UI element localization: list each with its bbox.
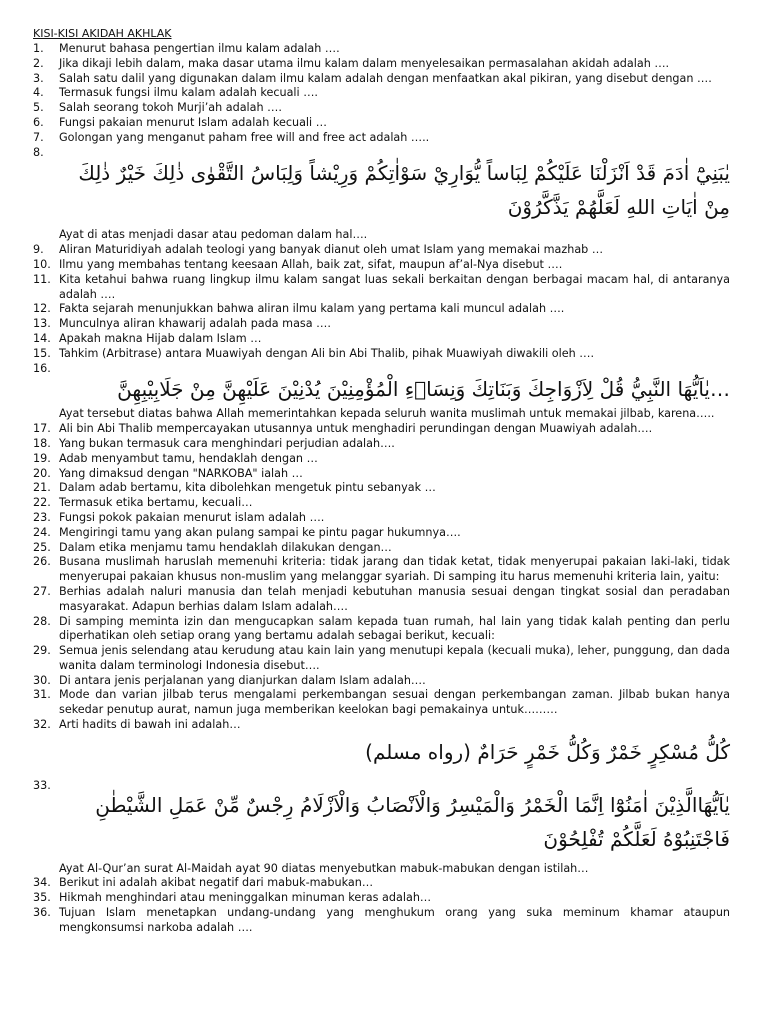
question-item [33, 718, 730, 733]
question-item [33, 526, 730, 541]
question-text: Semua jenis selendang atau kerudung atau kain lain yang menutupi kepala (kecuali muka), leher, punggung, dan dada wanita dalam terminologi Indonesia disebut…. [59, 644, 730, 672]
note-8: Ayat di atas menjadi dasar atau pedoman dalam hal…. [59, 228, 368, 242]
question-list-2 [33, 243, 730, 376]
question-number: 15. [33, 346, 51, 360]
question-item [33, 437, 730, 452]
question-text: Dalam etika menjamu tamu hendaklah dilakukan dengan… [59, 540, 392, 554]
question-text: Tahkim (Arbitrase) antara Muawiyah dengan Ali bin Abi Thalib, pihak Muawiyah diwakili oleh …. [59, 346, 595, 360]
question-text: Jika dikaji lebih dalam, maka dasar utama ilmu kalam dalam menyelesaikan permasalahan akidah adalah …. [59, 56, 670, 70]
question-number: 8. [33, 145, 44, 159]
question-number: 33. [33, 778, 51, 792]
question-item [33, 511, 730, 526]
question-item [33, 496, 730, 511]
question-number: 25. [33, 540, 51, 554]
question-item [33, 317, 730, 332]
question-number: 26. [33, 555, 51, 569]
arabic-verse-8: يٰبَنِيْٓ اٰدَمَ قَدْ اَنْزَلْنَا عَلَيْكُمْ لِبَاساً يُّوَارِيْ سَوْاٰتِكُمْ وَرِيْشاً وَلِبَاسُ التَّقْوٰى ذٰلِكَ خَيْرٌ ذٰلِكَ مِنْ اٰيَاتِ اللهِ لَعَلَّهُمْ يَذَّكَّرُوْنَ [78, 161, 730, 220]
question-item [33, 302, 730, 317]
question-item [33, 467, 730, 482]
question-item [33, 86, 730, 101]
question-number: 18. [33, 436, 51, 450]
question-text: Munculnya aliran khawarij adalah pada masa …. [59, 317, 331, 331]
question-text: Termasuk etika bertamu, kecuali… [59, 496, 253, 510]
question-text: Ilmu yang membahas tentang keesaan Allah, baik zat, sifat, maupun af’al-Nya disebut …. [59, 257, 563, 271]
question-number: 35. [33, 891, 51, 905]
question-number: 16. [33, 361, 51, 375]
question-item [33, 452, 730, 467]
question-number: 23. [33, 510, 51, 524]
question-item [33, 116, 730, 131]
question-item [33, 585, 730, 615]
question-list-4 [33, 876, 730, 935]
question-text: Termasuk fungsi ilmu kalam adalah kecuali …. [59, 86, 318, 100]
question-number: 4. [33, 86, 44, 100]
question-text: Mode dan varian jilbab terus mengalami perkembangan sesuai dengan perkembangan zaman. Jilbab bukan hanya sekedar penutup aurat, namun juga memberikan keelokan bagi pemakainya untuk……… [59, 688, 730, 717]
question-list-1 [33, 42, 730, 160]
question-text: Aliran Maturidiyah adalah teologi yang banyak dianut oleh umat Islam yang memakai mazhab … [59, 243, 604, 257]
question-text: Busana muslimah haruslah memenuhi kriteria: tidak jarang dan tidak ketat, tidak menyerupai pakaian laki-laki, tidak menyerupai pakaian khusus non-muslim yang melanggar syariah. Di samping itu harus memenuhi kriteria lain, yaitu: [59, 555, 730, 584]
question-number: 1. [33, 42, 44, 55]
question-item [33, 541, 730, 556]
question-item [33, 243, 730, 258]
question-text: Kita ketahui bahwa ruang lingkup ilmu kalam sangat luas sekali berkaitan dengan berbagai macam hal, di antaranya adalah …. [59, 272, 730, 301]
question-item [33, 72, 730, 87]
question-text: Menurut bahasa pengertian ilmu kalam adalah …. [59, 42, 340, 55]
question-number: 7. [33, 130, 44, 144]
question-text: Apakah makna Hijab dalam Islam … [59, 331, 262, 345]
question-text: Salah seorang tokoh Murji’ah adalah …. [59, 101, 282, 115]
question-text: Fungsi pakaian menurut Islam adalah kecuali … [59, 115, 327, 129]
question-item [33, 347, 730, 362]
question-text: Tujuan Islam menetapkan undang-undang yang menghukum orang yang suka meminum khamar ataupun mengkonsumsi narkoba adalah …. [59, 906, 730, 934]
question-item [33, 273, 730, 303]
question-item [33, 332, 730, 347]
question-number: 3. [33, 71, 44, 85]
question-number: 30. [33, 673, 51, 687]
question-item [33, 555, 730, 585]
question-item [33, 674, 730, 689]
question-number: 32. [33, 718, 51, 732]
question-number: 6. [33, 115, 44, 129]
question-number: 34. [33, 876, 51, 890]
question-item [33, 876, 730, 891]
question-number: 10. [33, 257, 51, 271]
question-text: Di samping meminta izin dan mengucapkan salam kepada tuan rumah, hal lain yang tidak kalah penting dan perlu diperhatikan oleh setiap orang yang bertamu adalah sebagai berikut, kecuali: [59, 614, 730, 643]
question-number: 21. [33, 481, 51, 495]
arabic-verse-33: يٰاَيُّهَاالَّذِيْنَ اٰمَنُوْٓا اِنَّمَا الْخَمْرُ وَالْمَيْسِرُ وَالْاَنْصَابُ وَالْاَزْلَامُ رِجْسٌ مِّنْ عَمَلِ الشَّيْطٰنِ فَاجْتَنِبُوْهُ لَعَلَّكُمْ تُفْلِحُوْنَ [95, 792, 730, 851]
question-item [33, 42, 730, 57]
question-text: Dalam adab bertamu, kita dibolehkan mengetuk pintu sebanyak … [59, 481, 436, 495]
question-text: Yang dimaksud dengan "NARKOBA" ialah … [59, 466, 303, 480]
question-item [33, 615, 730, 645]
question-text: Hikmah menghindari atau meninggalkan minuman keras adalah… [59, 891, 432, 905]
question-text: Adab menyambut tamu, hendaklah dengan … [59, 451, 318, 465]
question-item [33, 688, 730, 718]
question-text: Di antara jenis perjalanan yang dianjurkan dalam Islam adalah…. [59, 673, 426, 687]
question-number: 27. [33, 584, 51, 598]
question-item [33, 258, 730, 273]
question-item [33, 906, 730, 936]
question-number: 5. [33, 101, 44, 115]
question-number: 36. [33, 906, 51, 920]
question-text: Mengiringi tamu yang akan pulang sampai ke pintu pagar hukumnya…. [59, 525, 461, 539]
question-number: 28. [33, 614, 51, 628]
question-text: Yang bukan termasuk cara menghindari perjudian adalah…. [59, 436, 395, 450]
question-number: 24. [33, 525, 51, 539]
question-text: Berhias adalah naluri manusia dan telah menjadi kebutuhan manusia sesuai dengan tingkat sosial dan peradaban masyarakat. Adapun berhias dalam Islam adalah…. [59, 584, 730, 613]
question-item [33, 57, 730, 72]
question-number: 9. [33, 243, 44, 257]
question-text: Arti hadits di bawah ini adalah… [59, 718, 241, 732]
arabic-hadith-32: كُلُّ مُسْكِرٍ خَمْرٌ وَكُلُّ خَمْرٍ حَرَامٌ (رواه مسلم) [365, 739, 730, 764]
question-number: 14. [33, 331, 51, 345]
question-number: 31. [33, 688, 51, 702]
question-number: 11. [33, 272, 51, 286]
question-number: 22. [33, 496, 51, 510]
question-text: Berikut ini adalah akibat negatif dari mabuk-mabukan… [59, 876, 374, 890]
question-item [33, 422, 730, 437]
arabic-verse-16: …يٰاَيُّهَا النَّبِيُّ قُلْ لِاَزْوَاجِكَ وَبَنَاتِكَ وَنِسَاۤءِ الْمُؤْمِنِيْنَ يُدْنِيْنَ عَلَيْهِنَّ مِنْ جَلَابِيْبِهِنَّ [117, 377, 730, 402]
question-number: 29. [33, 644, 51, 658]
question-item [33, 481, 730, 496]
question-text: Golongan yang menganut paham free will and free act adalah ….. [59, 130, 430, 144]
question-item [33, 644, 730, 674]
note-16: Ayat tersebut diatas bahwa Allah memerintahkan kepada seluruh wanita muslimah untuk memakai jilbab, karena….. [59, 407, 715, 421]
question-item [33, 101, 730, 116]
note-33: Ayat Al-Qur’an surat Al-Maidah ayat 90 diatas menyebutkan mabuk-mabukan dengan istilah… [59, 861, 589, 875]
question-text: Salah satu dalil yang digunakan dalam ilmu kalam adalah dengan menfaatkan akal pikiran, yang disebut dengan …. [59, 71, 712, 85]
document-title: KISI-KISI AKIDAH AKHLAK [33, 27, 172, 40]
question-number: 2. [33, 56, 44, 70]
question-number: 13. [33, 317, 51, 331]
question-list-3 [33, 422, 730, 733]
question-number: 19. [33, 451, 51, 465]
question-number: 20. [33, 466, 51, 480]
question-item [33, 131, 730, 146]
question-number: 12. [33, 302, 51, 316]
question-item [33, 891, 730, 906]
question-number: 17. [33, 422, 51, 436]
question-text: Fungsi pokok pakaian menurut islam adalah …. [59, 510, 325, 524]
question-text: Ali bin Abi Thalib mempercayakan utusannya untuk menghadiri perundingan dengan Muawiyah adalah…. [59, 422, 653, 436]
question-text: Fakta sejarah menunjukkan bahwa aliran ilmu kalam yang pertama kali muncul adalah …. [59, 302, 565, 316]
